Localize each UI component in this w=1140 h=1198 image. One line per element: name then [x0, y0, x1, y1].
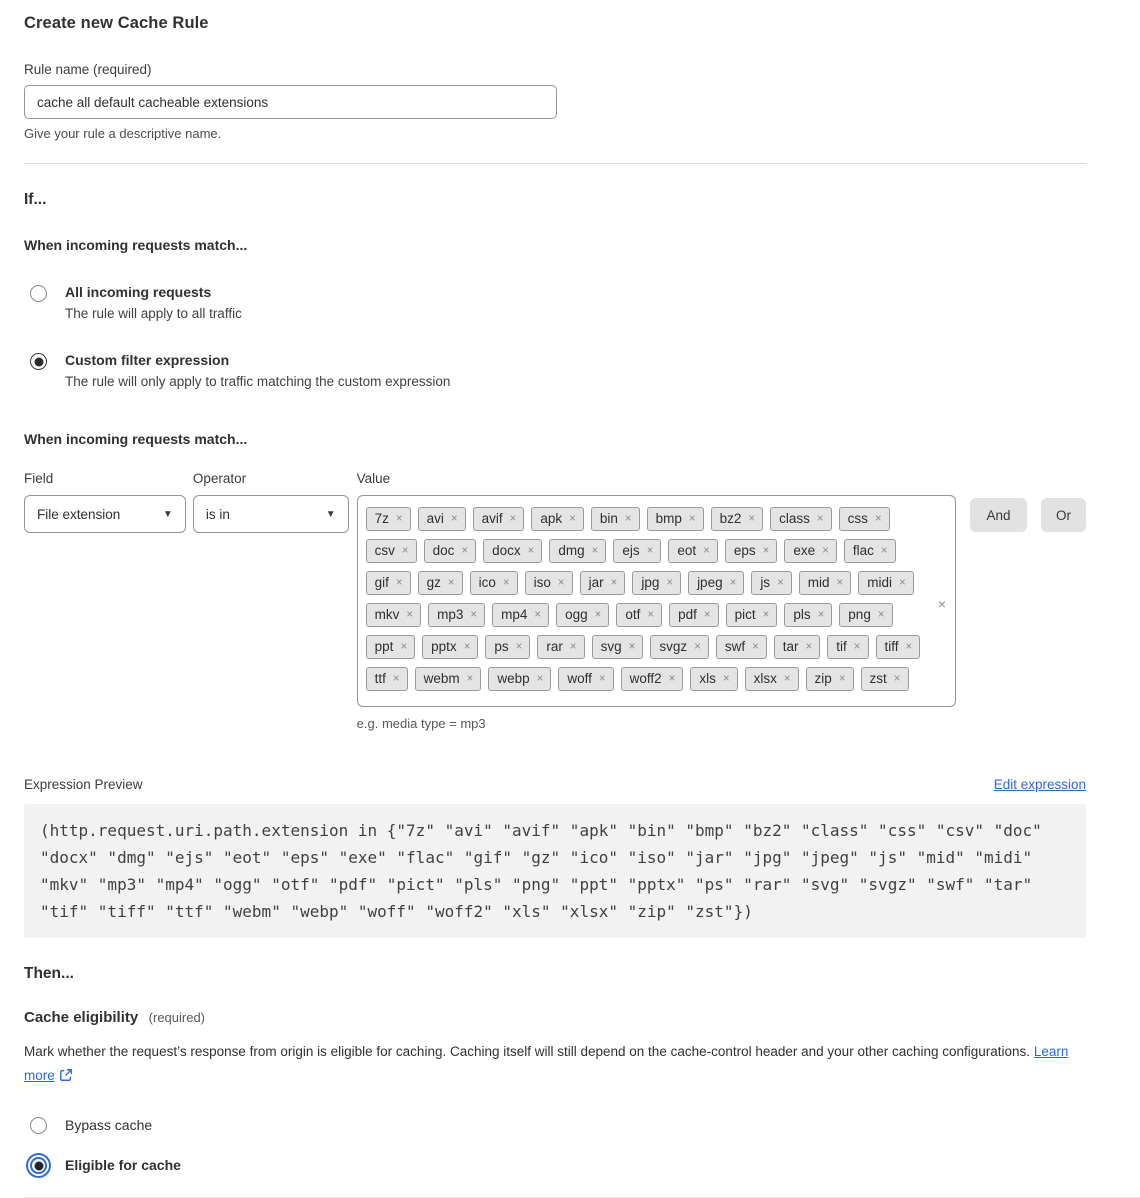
value-tag[interactable] [876, 635, 921, 659]
operator-select-value: is in [205, 506, 230, 522]
tag-label: gz [426, 575, 441, 590]
cache-eligibility-required: (required) [148, 1010, 206, 1025]
tag-label: dmg [558, 543, 585, 558]
tag-remove-icon[interactable]: × [703, 608, 711, 621]
radio-option-all-incoming[interactable] [24, 284, 1086, 321]
value-tag[interactable] [751, 571, 791, 595]
value-tag[interactable] [366, 603, 421, 627]
tag-remove-icon[interactable]: × [703, 544, 710, 557]
value-tag[interactable] [632, 571, 681, 595]
tag-label: csv [374, 543, 395, 558]
value-tag[interactable] [422, 635, 478, 659]
value-tag[interactable] [418, 571, 463, 595]
builder-heading: When incoming requests match... [24, 431, 248, 447]
radio-selected-icon[interactable] [30, 353, 47, 370]
tag-remove-icon[interactable]: × [836, 576, 844, 589]
value-tag[interactable] [839, 507, 890, 531]
tag-label: ppt [374, 639, 394, 654]
tag-label: iso [533, 575, 551, 590]
tag-remove-icon[interactable]: × [594, 608, 602, 621]
then-heading: Then... [24, 965, 74, 982]
value-tag[interactable] [366, 507, 411, 531]
tag-label: jar [588, 575, 604, 590]
value-tag[interactable] [647, 507, 704, 531]
tag-label: avif [481, 511, 503, 526]
tag-label: svgz [659, 639, 688, 654]
tag-label: 7z [374, 511, 389, 526]
tag-remove-icon[interactable]: × [816, 512, 824, 525]
cache-eligibility-label: Cache eligibility [24, 1009, 139, 1026]
value-tag[interactable] [613, 539, 661, 563]
tag-remove-icon[interactable]: × [877, 608, 885, 621]
tag-remove-icon[interactable]: × [694, 640, 701, 653]
tag-remove-icon[interactable]: × [450, 512, 458, 525]
tag-label: pls [793, 607, 811, 622]
value-tag[interactable] [839, 603, 892, 627]
tag-remove-icon[interactable]: × [762, 608, 770, 621]
value-tag[interactable] [774, 635, 820, 659]
value-tag[interactable] [592, 635, 644, 659]
match-heading: When incoming requests match... [24, 237, 248, 253]
tag-label: flac [852, 543, 874, 558]
tag-label: ps [494, 639, 509, 654]
value-tag[interactable] [525, 571, 573, 595]
tag-remove-icon[interactable]: × [447, 576, 455, 589]
tag-label: midi [867, 575, 893, 590]
expression-builder-row [24, 471, 1086, 731]
expression-preview-code: (http.request.uri.path.extension in {"7z" "avi" "avif" "apk" "bin" "bmp" "bz2" "class" "css" "csv" "doc" "docx" "dmg" "ejs" "eot" "eps" "exe" "flac" "gif" "gz" "ico" "iso" "jar" "jpg" "jpeg" "js" "mid" "midi" "mkv" "mp3" "mp4" "ogg" "otf" "pdf" "pict" "pls" "png" "ppt" "pptx" "ps" "rar" "svg" "svgz" "swf" "tar" "tif" "tiff" "ttf" "webm" "webp" "woff" "woff2" "xls" "xlsx" "zip" "zst"}) [24, 804, 1086, 938]
radio-option-bypass-cache[interactable] [24, 1116, 1086, 1134]
tag-label: svg [600, 639, 622, 654]
tag-remove-icon[interactable]: × [515, 640, 523, 653]
value-tag[interactable] [799, 571, 851, 595]
tag-label: mp4 [501, 607, 528, 622]
tag-remove-icon[interactable]: × [748, 512, 756, 525]
tag-remove-icon[interactable]: × [762, 544, 770, 557]
operator-select[interactable] [193, 495, 349, 533]
value-tag[interactable] [616, 603, 662, 627]
tag-remove-icon[interactable]: × [466, 672, 474, 685]
external-link-icon [59, 1066, 73, 1090]
value-tag[interactable] [473, 507, 525, 531]
value-tag[interactable] [650, 635, 708, 659]
tag-label: bz2 [719, 511, 742, 526]
tag-label: jpeg [697, 575, 723, 590]
tag-remove-icon[interactable]: × [752, 640, 759, 653]
radio-option-custom-filter[interactable] [24, 352, 1086, 389]
tag-label: apk [540, 511, 563, 526]
option-label: All incoming requests [65, 284, 212, 300]
tag-remove-icon[interactable]: × [666, 576, 674, 589]
value-tag[interactable] [725, 539, 778, 563]
edit-expression-link[interactable]: Edit expression [993, 777, 1086, 792]
tag-remove-icon[interactable]: × [874, 512, 882, 525]
tag-remove-icon[interactable]: × [569, 640, 577, 653]
tag-remove-icon[interactable]: × [527, 544, 535, 557]
tag-label: woff2 [629, 671, 662, 686]
cache-eligibility-description-text: Mark whether the request’s response from origin is eligible for caching. Caching itself will still depend on the cache-control header and your other caching configurations. [24, 1044, 1031, 1059]
value-tag[interactable] [483, 539, 542, 563]
value-label: Value [356, 471, 391, 486]
value-tag[interactable] [366, 667, 408, 691]
tag-label: avi [426, 511, 444, 526]
value-tag[interactable] [844, 539, 896, 563]
tag-remove-icon[interactable]: × [591, 544, 599, 557]
tag-remove-icon[interactable]: × [610, 576, 618, 589]
tag-remove-icon[interactable]: × [838, 672, 846, 685]
and-button[interactable]: And [970, 498, 1027, 532]
tag-remove-icon[interactable]: × [401, 544, 409, 557]
tag-label: woff [567, 671, 592, 686]
tag-label: gif [374, 575, 389, 590]
option-label: Bypass cache [65, 1117, 153, 1133]
chevron-down-icon: ▼ [325, 508, 336, 520]
value-tag[interactable] [861, 667, 909, 691]
tag-label: ejs [622, 543, 640, 558]
tag-remove-icon[interactable]: × [688, 512, 696, 525]
value-tag[interactable] [688, 571, 744, 595]
tag-remove-icon[interactable]: × [817, 608, 825, 621]
tag-label: css [847, 511, 868, 526]
tag-remove-icon[interactable]: × [668, 672, 676, 685]
tag-label: xls [699, 671, 716, 686]
tag-remove-icon[interactable]: × [534, 608, 542, 621]
tag-label: webp [497, 671, 530, 686]
value-tag[interactable] [806, 667, 854, 691]
tag-remove-icon[interactable]: × [628, 640, 636, 653]
value-tag[interactable] [492, 603, 549, 627]
value-tag[interactable] [366, 635, 416, 659]
radio-selected-focus-icon[interactable] [30, 1157, 47, 1174]
tag-remove-icon[interactable]: × [395, 512, 403, 525]
operator-label: Operator [192, 471, 247, 486]
value-multiselect[interactable] [357, 495, 956, 707]
tag-remove-icon[interactable]: × [853, 640, 861, 653]
value-tag[interactable] [549, 539, 606, 563]
tag-label: tiff [884, 639, 899, 654]
tag-label: class [779, 511, 810, 526]
tag-label: rar [546, 639, 563, 654]
tag-remove-icon[interactable]: × [647, 608, 655, 621]
clear-all-icon[interactable]: × [937, 596, 946, 612]
tag-remove-icon[interactable]: × [406, 608, 414, 621]
tag-label: mp3 [437, 607, 464, 622]
value-tag[interactable] [716, 635, 767, 659]
tag-remove-icon[interactable]: × [461, 544, 469, 557]
tag-label: mid [807, 575, 830, 590]
field-select-value: File extension [37, 506, 121, 522]
radio-option-eligible-for-cache[interactable] [24, 1156, 1086, 1174]
option-label: Eligible for cache [65, 1157, 181, 1173]
tag-remove-icon[interactable]: × [569, 512, 576, 525]
tag-remove-icon[interactable]: × [463, 640, 471, 653]
value-tag[interactable] [415, 667, 482, 691]
cache-eligibility-description [24, 1040, 1079, 1090]
tag-label: zip [814, 671, 832, 686]
tag-label: ttf [374, 671, 386, 686]
value-tag[interactable] [770, 507, 831, 531]
value-tag[interactable] [428, 603, 485, 627]
value-tag[interactable] [424, 539, 477, 563]
tag-label: zst [869, 671, 887, 686]
value-tag[interactable] [591, 507, 640, 531]
if-heading: If... [24, 191, 47, 208]
tag-label: png [848, 607, 871, 622]
tag-label: eps [733, 543, 756, 558]
tag-remove-icon[interactable]: × [395, 576, 403, 589]
tag-remove-icon[interactable]: × [557, 576, 565, 589]
value-tag[interactable] [827, 635, 868, 659]
value-tag[interactable] [556, 603, 609, 627]
learn-more-link[interactable]: Learn more [24, 1044, 1069, 1083]
value-tag[interactable] [711, 507, 764, 531]
value-tag[interactable] [366, 571, 411, 595]
value-tag[interactable] [621, 667, 684, 691]
value-tag[interactable] [418, 507, 466, 531]
tag-remove-icon[interactable]: × [729, 576, 737, 589]
value-tag[interactable] [485, 635, 530, 659]
tag-label: tif [836, 639, 847, 654]
value-tag[interactable] [858, 571, 913, 595]
tag-remove-icon[interactable]: × [646, 544, 654, 557]
tag-label: exe [793, 543, 816, 558]
tag-label: mkv [374, 607, 400, 622]
tag-label: otf [625, 607, 641, 622]
tag-remove-icon[interactable]: × [536, 672, 544, 685]
tag-label: js [760, 575, 771, 590]
tag-label: pdf [678, 607, 697, 622]
tag-label: ico [478, 575, 496, 590]
field-label: Field [24, 471, 54, 486]
option-label: Custom filter expression [65, 352, 230, 368]
value-helper: e.g. media type = mp3 [356, 716, 486, 731]
tag-remove-icon[interactable]: × [598, 672, 606, 685]
tag-remove-icon[interactable]: × [899, 576, 906, 589]
value-tag[interactable] [668, 539, 718, 563]
section-divider [24, 163, 1086, 164]
value-tag[interactable] [580, 571, 626, 595]
tag-label: xlsx [753, 671, 777, 686]
value-tag[interactable] [745, 667, 799, 691]
tag-label: eot [677, 543, 697, 558]
value-tag[interactable] [366, 539, 417, 563]
tag-label: ogg [565, 607, 588, 622]
tag-remove-icon[interactable]: × [805, 640, 813, 653]
value-tag[interactable] [669, 603, 719, 627]
value-tag[interactable] [690, 667, 737, 691]
rule-name-helper: Give your rule a descriptive name. [24, 126, 222, 141]
tag-remove-icon[interactable]: × [624, 512, 632, 525]
tag-remove-icon[interactable]: × [822, 544, 829, 557]
tag-remove-icon[interactable]: × [722, 672, 730, 685]
page-title: Create new Cache Rule [24, 14, 209, 32]
value-tags [366, 507, 921, 691]
tag-remove-icon[interactable]: × [905, 640, 913, 653]
tag-label: pict [734, 607, 756, 622]
tag-remove-icon[interactable]: × [502, 576, 510, 589]
value-tag[interactable] [488, 667, 551, 691]
chevron-down-icon: ▼ [162, 508, 173, 520]
tag-label: docx [492, 543, 521, 558]
rule-name-input[interactable] [24, 85, 557, 119]
tag-label: bin [599, 511, 618, 526]
option-description: The rule will apply to all traffic [65, 306, 242, 321]
radio-unselected-icon[interactable] [30, 1117, 47, 1134]
value-tag[interactable] [726, 603, 778, 627]
radio-unselected-icon[interactable] [30, 285, 47, 302]
value-tag[interactable] [531, 507, 584, 531]
tag-label: tar [782, 639, 799, 654]
option-description: The rule will only apply to traffic matching the custom expression [65, 374, 451, 389]
field-select[interactable] [24, 495, 186, 533]
value-tag[interactable] [784, 539, 837, 563]
tag-label: pptx [431, 639, 457, 654]
value-tag[interactable] [470, 571, 518, 595]
tag-remove-icon[interactable]: × [777, 576, 784, 589]
expression-preview-label: Expression Preview [24, 777, 143, 792]
value-tag[interactable] [537, 635, 584, 659]
tag-remove-icon[interactable]: × [880, 544, 888, 557]
tag-remove-icon[interactable]: × [470, 608, 478, 621]
rule-name-label: Rule name (required) [24, 62, 152, 77]
tag-label: doc [432, 543, 455, 558]
tag-label: jpg [641, 575, 660, 590]
tag-remove-icon[interactable]: × [392, 672, 400, 685]
tag-label: webm [423, 671, 460, 686]
tag-remove-icon[interactable]: × [400, 640, 408, 653]
value-tag[interactable] [784, 603, 832, 627]
tag-remove-icon[interactable]: × [893, 672, 901, 685]
value-tag[interactable] [558, 667, 613, 691]
tag-remove-icon[interactable]: × [509, 512, 517, 525]
or-button[interactable]: Or [1041, 498, 1086, 532]
tag-remove-icon[interactable]: × [783, 672, 791, 685]
tag-label: bmp [655, 511, 682, 526]
tag-label: swf [724, 639, 746, 654]
create-cache-rule-form [24, 0, 1086, 1198]
